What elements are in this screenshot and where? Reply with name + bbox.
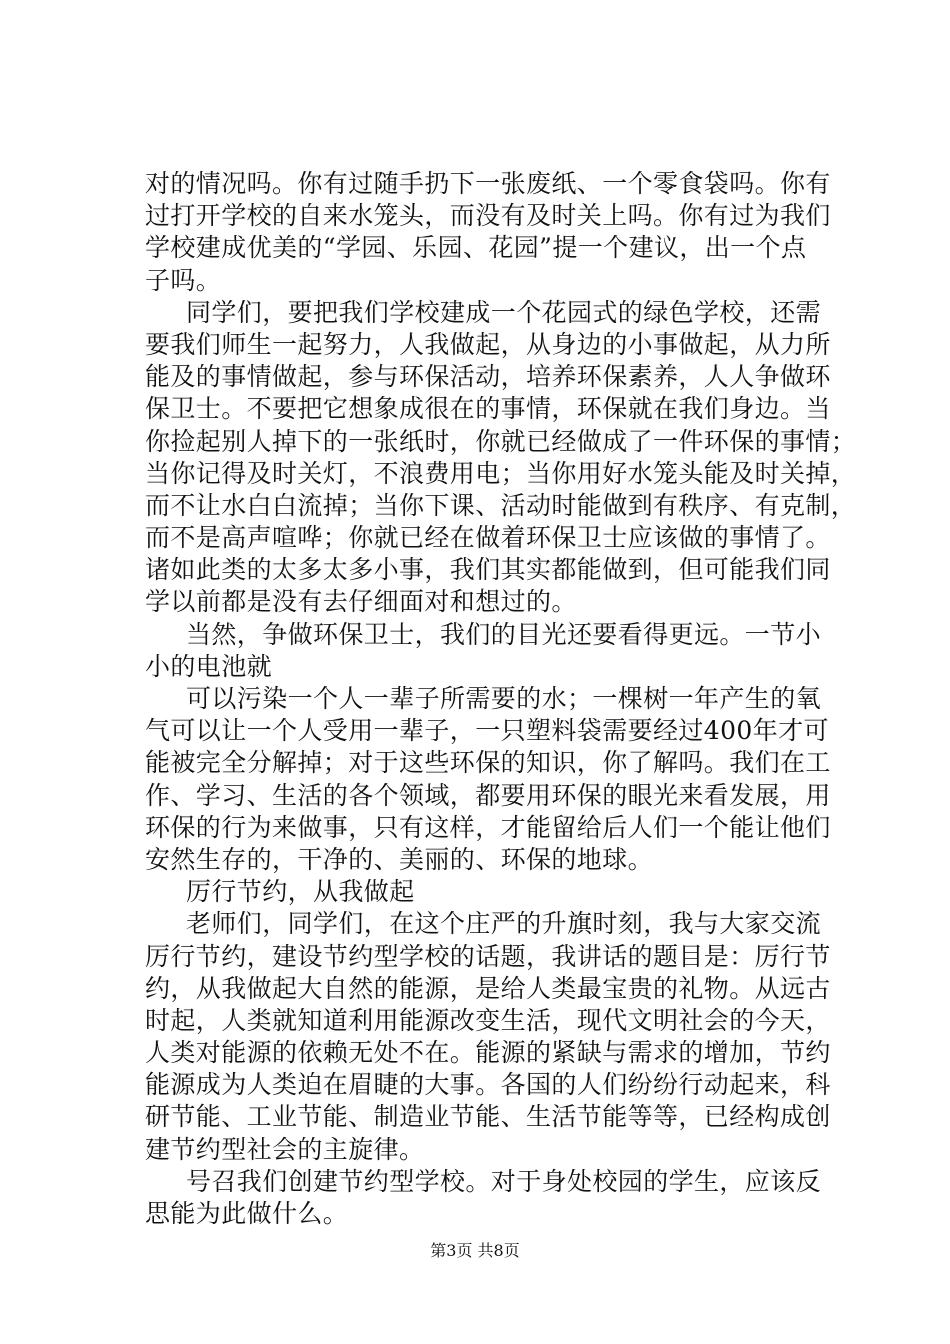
text-line: 人类对能源的依赖无处不在。能源的紧缺与需求的增加，节约 [145, 1038, 831, 1068]
text-line: 气可以让一个人受用一辈子，一只塑料袋需要经过400年才可 [145, 716, 829, 746]
text-line: 同学们，要把我们学校建成一个花园式的绿色学校，还需 [186, 297, 822, 327]
paragraph [145, 619, 822, 683]
text-line: 环保的行为来做事，只有这样，才能留给后人们一个能让他们 [145, 812, 831, 842]
text-line: 对的情况吗。你有过随手扔下一张废纸、一个零食袋吗。你有 [145, 169, 831, 198]
text-line: 小的电池就 [145, 651, 273, 681]
text-line: 能及的事情做起，参与环保活动，培养环保素养，人人争做环 [145, 362, 831, 392]
page-footer: 第3页 共8页 [430, 1241, 520, 1260]
text-line: 而不让水白白流掉；当你下课、活动时能做到有秩序、有克制， [145, 490, 857, 520]
text-line: 你捡起别人掉下的一张纸时，你就已经做成了一件环保的事情； [145, 426, 857, 456]
text-line: 作、学习、生活的各个领域，都要用环保的眼光来看发展，用 [145, 780, 831, 810]
text-line: 学校建成优美的“学园、乐园、花园”提一个建议，出一个点 [145, 233, 807, 263]
text-line: 而不是高声喧哗；你就已经在做着环保卫士应该做的事情了。 [145, 523, 831, 553]
text-line: 学以前都是没有去仔细面对和想过的。 [145, 587, 577, 617]
text-line: 号召我们创建节约型学校。对于身处校园的学生，应该反 [186, 1166, 822, 1196]
text-line: 子吗。 [145, 265, 222, 295]
text-line: 时起，人类就知道利用能源改变生活，现代文明社会的今天， [145, 1005, 831, 1035]
text-line: 保卫士。不要把它想象成很在的事情，环保就在我们身边。当 [145, 394, 831, 424]
text-line: 建节约型社会的主旋律。 [145, 1134, 425, 1164]
paragraph [145, 908, 831, 1166]
document-body [145, 168, 857, 1230]
text-line: 安然生存的，干净的、美丽的、环保的地球。 [145, 844, 654, 874]
paragraph [145, 876, 807, 908]
text-line: 可以污染一个人一辈子所需要的水；一棵树一年产生的氧 [186, 684, 822, 713]
text-line: 当你记得及时关灯，不浪费用电；当你用好水笼头能及时关掉， [145, 458, 857, 488]
text-line: 过打开学校的自来水笼头，而没有及时关上吗。你有过为我们 [145, 201, 831, 231]
text-line: 要我们师生一起努力，人我做起，从身边的小事做起，从力所 [145, 329, 831, 359]
paragraph [145, 168, 831, 297]
paragraph [145, 683, 831, 876]
text-line: 老师们，同学们，在这个庄严的升旗时刻，我与大家交流 [186, 909, 822, 939]
paragraph [145, 297, 857, 619]
text-line: 厉行节约，建设节约型学校的话题，我讲话的题目是：厉行节 [145, 941, 831, 971]
text-line: 当然，争做环保卫士，我们的目光还要看得更远。一节小 [186, 619, 822, 649]
text-line: 诸如此类的太多太多小事，我们其实都能做到，但可能我们同 [145, 555, 831, 585]
text-line: 能源成为人类迫在眉睫的大事。各国的人们纷纷行动起来，科 [145, 1070, 831, 1100]
text-line: 研节能、工业节能、制造业节能、生活节能等等，已经构成创 [145, 1102, 831, 1132]
text-line: 思能为此做什么。 [145, 1199, 349, 1228]
text-line: 厉行节约，从我做起 [186, 877, 415, 907]
paragraph [145, 1166, 822, 1230]
text-line: 约，从我做起大自然的能源，是给人类最宝贵的礼物。从远古 [145, 973, 831, 1003]
text-line: 能被完全分解掉；对于这些环保的知识，你了解吗。我们在工 [145, 748, 831, 778]
